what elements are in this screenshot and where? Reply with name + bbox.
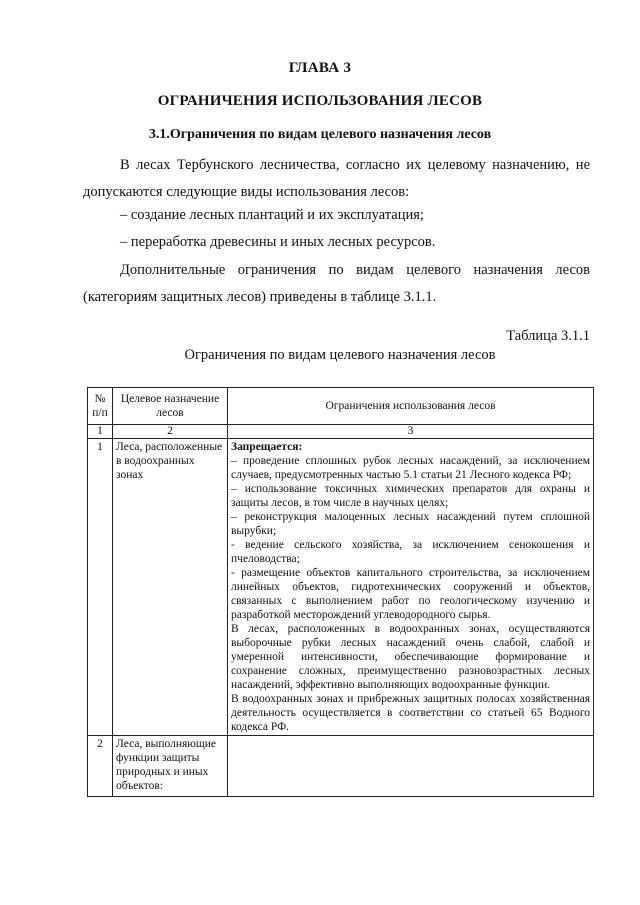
table-caption: Ограничения по видам целевого назначения лесов — [184, 347, 496, 363]
restriction-item: – использование токсичных химических препаратов для охраны и защиты лесов, в том числе в научных целях; — [231, 483, 590, 509]
outro-paragraph: Дополнительные ограничения по видам целевого назначения лесов (категориям защитных лесов) приведены в таблице 3.1.1. — [83, 262, 590, 305]
restriction-item: В водоохранных зонах и прибрежных защитных полосах хозяйственная деятельность осуществляется в соответствии со статьей 65 Водного кодекса РФ. — [231, 693, 590, 733]
restriction-item: – проведение сплошных рубок лесных насаждений, за исключением случаев, предусмотренных частью 5.1 статьи 21 Лесного кодекса РФ; — [231, 455, 590, 481]
table-index-row — [88, 425, 594, 439]
header-num: № п/п — [88, 388, 113, 425]
index-cell: 3 — [228, 425, 594, 439]
table-row — [88, 439, 594, 736]
restriction-item: В лесах, расположенных в водоохранных зонах, осуществляются выборочные рубки лесных насаждений очень слабой, слабой и умеренной интенсивности, обеспечивающие формирование и сохранение сложных, преимущественно разновозрастных лесных насаждений, эффективно выполняющих водоохранные функции. — [231, 623, 590, 691]
section-title: 3.1.Ограничения по видам целевого назначения лесов — [148, 127, 492, 142]
chapter-label: ГЛАВА 3 — [288, 60, 352, 76]
row-restrictions — [228, 736, 594, 797]
row-purpose: Леса, выполняющие функции защиты природных и иных объектов: — [113, 736, 228, 797]
table-row — [88, 736, 594, 797]
chapter-title: ОГРАНИЧЕНИЯ ИСПОЛЬЗОВАНИЯ ЛЕСОВ — [157, 93, 483, 109]
list-item: – переработка древесины и иных лесных ресурсов. — [120, 234, 436, 250]
index-cell: 2 — [113, 425, 228, 439]
restrictions-table — [87, 387, 594, 797]
restrictions-heading: Запрещается: — [231, 441, 303, 453]
header-purpose: Целевое назначение лесов — [113, 388, 228, 425]
intro-paragraph: В лесах Тербунского лесничества, согласно их целевому назначению, не допускаются следующие виды использования лесов: — [83, 157, 590, 200]
index-cell: 1 — [88, 425, 113, 439]
row-purpose: Леса, расположенные в водоохранных зонах — [113, 439, 228, 736]
restriction-item: - ведение сельского хозяйства, за исключением сенокошения и пчеловодства; — [231, 539, 590, 565]
row-num: 1 — [88, 439, 113, 736]
table-header-row — [88, 388, 594, 425]
list-item: – создание лесных плантаций и их эксплуатация; — [120, 207, 424, 223]
table-number: Таблица 3.1.1 — [506, 328, 590, 344]
row-restrictions — [228, 439, 594, 736]
restriction-item: – реконструкция малоценных лесных насаждений путем сплошной вырубки; — [231, 511, 590, 537]
header-restrictions: Ограничения использования лесов — [228, 388, 594, 425]
row-num: 2 — [88, 736, 113, 797]
restriction-item: - размещение объектов капитального строительства, за исключением линейных объектов, гидротехнических сооружений и объектов, связанных с выполнением работ по геологическому изучению и разработкой месторождений углеводородного сырья. — [231, 567, 590, 621]
